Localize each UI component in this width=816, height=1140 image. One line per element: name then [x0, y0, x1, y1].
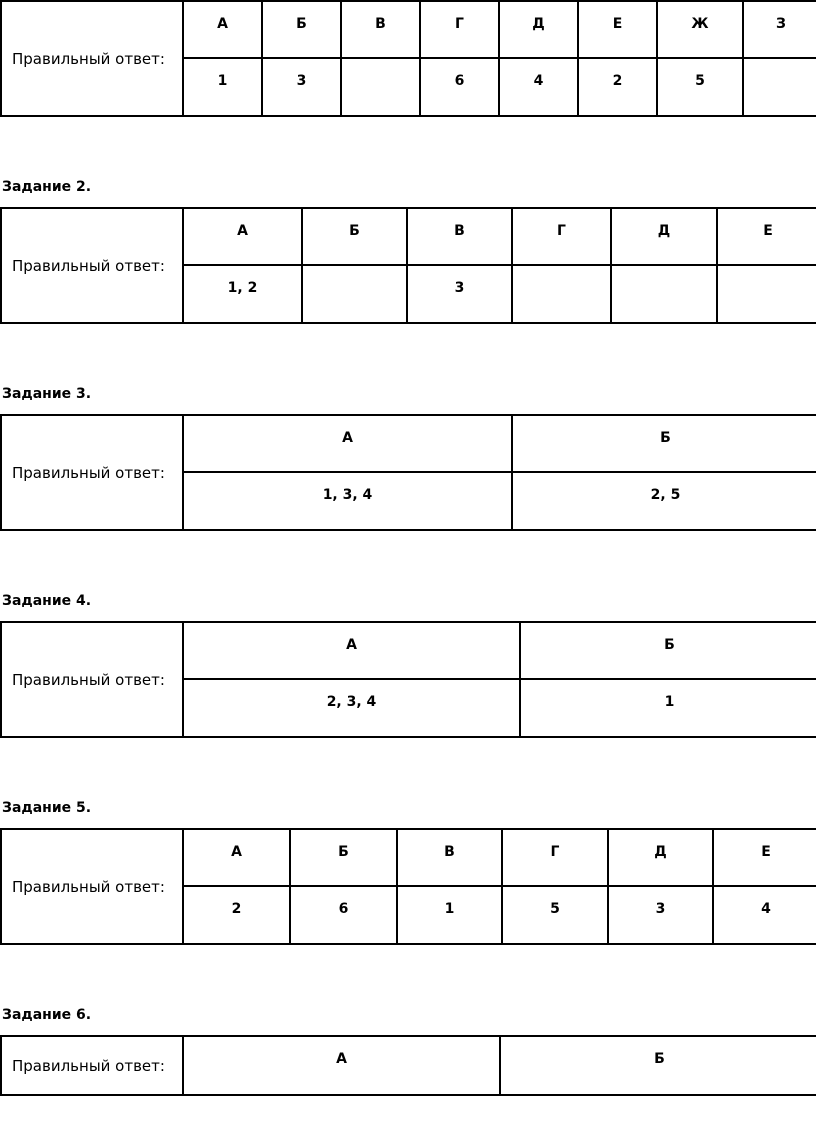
- header-cell-a: А: [183, 415, 512, 472]
- task1-answer-table: [0, 0, 816, 117]
- header-cell-b: Б: [520, 622, 816, 679]
- header-cell-zh: Ж: [657, 1, 743, 58]
- value-cell-b: [302, 265, 407, 323]
- answer-label: Правильный ответ:: [1, 208, 183, 323]
- value-cell-zh: 5: [657, 58, 743, 116]
- answer-label: Правильный ответ:: [1, 622, 183, 737]
- task5-heading: Задание 5.: [2, 800, 92, 816]
- header-cell-a: А: [183, 622, 520, 679]
- task6-heading: Задание 6.: [2, 1007, 92, 1023]
- header-cell-b: Б: [500, 1036, 816, 1095]
- header-cell-b: Б: [290, 829, 397, 886]
- task6-answer-table: [0, 1035, 816, 1096]
- header-cell-e: Е: [578, 1, 657, 58]
- header-cell-g: Г: [502, 829, 608, 886]
- value-cell-b: 2, 5: [512, 472, 816, 530]
- header-cell-d: Д: [611, 208, 717, 265]
- header-cell-a: А: [183, 208, 302, 265]
- value-cell-a: 1, 3, 4: [183, 472, 512, 530]
- value-cell-e: 2: [578, 58, 657, 116]
- answer-label: Правильный ответ:: [1, 1, 183, 116]
- header-cell-b: Б: [302, 208, 407, 265]
- value-cell-d: 3: [608, 886, 713, 944]
- header-cell-d: Д: [499, 1, 578, 58]
- header-cell-a: А: [183, 829, 290, 886]
- value-cell-a: 2, 3, 4: [183, 679, 520, 737]
- header-cell-v: В: [397, 829, 502, 886]
- header-cell-g: Г: [512, 208, 611, 265]
- answer-label: Правильный ответ:: [1, 829, 183, 944]
- value-cell-v: [341, 58, 420, 116]
- value-cell-e: 4: [713, 886, 816, 944]
- header-cell-a: А: [183, 1, 262, 58]
- header-cell-z: З: [743, 1, 816, 58]
- value-cell-v: 1: [397, 886, 502, 944]
- header-cell-v: В: [341, 1, 420, 58]
- value-cell-g: 5: [502, 886, 608, 944]
- value-cell-d: [611, 265, 717, 323]
- answer-label: Правильный ответ:: [1, 415, 183, 530]
- task4-heading: Задание 4.: [2, 593, 92, 609]
- header-cell-b: Б: [262, 1, 341, 58]
- header-cell-e: Е: [717, 208, 816, 265]
- value-cell-e: [717, 265, 816, 323]
- value-cell-b: 1: [520, 679, 816, 737]
- task2-heading: Задание 2.: [2, 179, 92, 195]
- value-cell-a: 1, 2: [183, 265, 302, 323]
- header-cell-e: Е: [713, 829, 816, 886]
- answer-label: Правильный ответ:: [1, 1036, 183, 1095]
- header-cell-d: Д: [608, 829, 713, 886]
- task5-answer-table: [0, 828, 816, 945]
- value-cell-b: 3: [262, 58, 341, 116]
- value-cell-z: [743, 58, 816, 116]
- value-cell-v: 3: [407, 265, 512, 323]
- value-cell-b: 6: [290, 886, 397, 944]
- task3-heading: Задание 3.: [2, 386, 92, 402]
- header-cell-a: А: [183, 1036, 500, 1095]
- value-cell-d: 4: [499, 58, 578, 116]
- header-cell-g: Г: [420, 1, 499, 58]
- header-cell-v: В: [407, 208, 512, 265]
- task3-answer-table: [0, 414, 816, 531]
- value-cell-a: 2: [183, 886, 290, 944]
- task2-answer-table: [0, 207, 816, 324]
- value-cell-g: [512, 265, 611, 323]
- task4-answer-table: [0, 621, 816, 738]
- value-cell-g: 6: [420, 58, 499, 116]
- header-cell-b: Б: [512, 415, 816, 472]
- value-cell-a: 1: [183, 58, 262, 116]
